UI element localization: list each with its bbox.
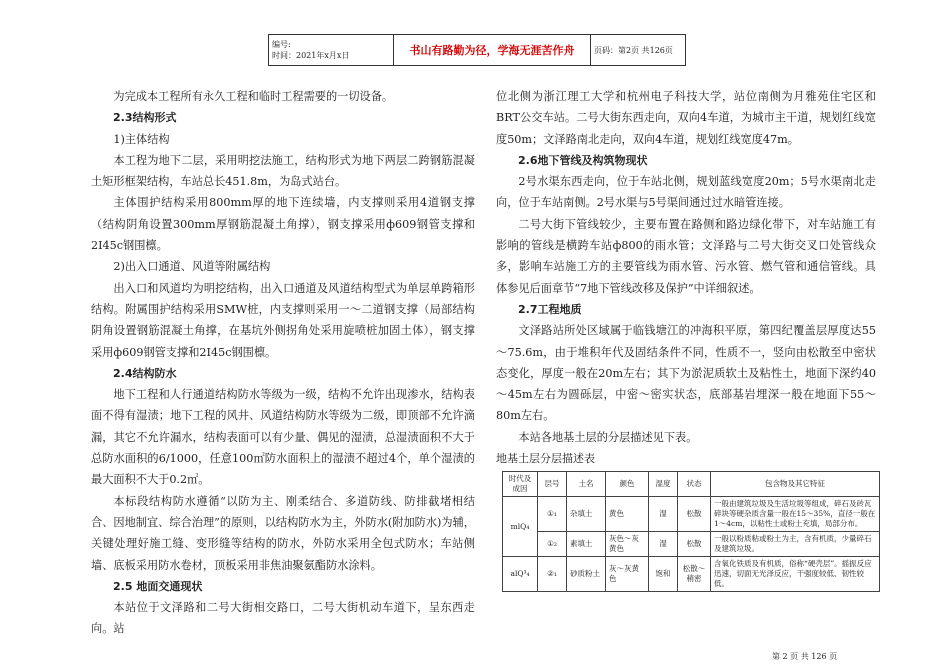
color-cell: 灰色～灰黄色 xyxy=(606,532,649,557)
paragraph: 本工程为地下二层，采用明挖法施工，结构形式为地下两层二跨钢筋混凝土矩形框架结构，车站总长451.8m，为岛式站台。 xyxy=(91,153,475,189)
moisture-cell: 湿 xyxy=(649,532,678,557)
paragraph: 二号大街下管线较少，主要布置在路侧和路边绿化带下，对车站施工有影响的管线是横跨车站ф800的雨水管；文泽路与二号大街交叉口处管线众多，影响车站施工方的主要管线为雨水管、污水管、燃气管和通信管线。具体参见后面章节“7地下管线改移及保护”中详细叙述。 xyxy=(496,217,876,295)
soil-name-cell: 砂质粉土 xyxy=(567,557,606,592)
moisture-cell: 湿 xyxy=(649,497,678,532)
era-cell: alQ³₄ xyxy=(503,557,538,592)
section-heading-2-4: 2.4结构防水 xyxy=(113,366,177,380)
page-footer: 第 2 页 共 126 页 xyxy=(772,652,838,661)
table-title: 地基土层分层描述表 xyxy=(496,452,595,466)
table-row xyxy=(503,532,880,557)
paragraph: 本标段结构防水遵循“以防为主、刚柔结合、多道防线、防排截堵相结合、因地制宜、综合治理”的原则，以结构防水为主，外防水(附加防水)为辅，关键处理好施工缝、变形缝等结构的防水，外防水采用全包式防水；车站侧墙、底板采用防水卷材，顶板采用非焦油聚氨酯防水涂料。 xyxy=(91,494,475,572)
paragraph: 出入口和风道均为明挖结构，出入口通道及风道结构型式为单层单跨箱形结构。附属围护结构采用SMW桩，内支撑则采用一～二道钢支撑（局部结构阴角设置钢筋混凝土角撑，在基坑外侧拐角处采用旋喷桩加固土体），钢支撑采用ф609钢管支撑和2I45c钢围檩。 xyxy=(91,281,475,359)
soil-layer-table xyxy=(502,471,880,592)
table-header-cell: 时代及成因 xyxy=(503,472,538,497)
table-row xyxy=(503,497,880,532)
paragraph: 为完成本工程所有永久工程和临时工程需要的一切设备。 xyxy=(113,90,394,103)
table-header-cell: 包含物及其它特征 xyxy=(711,472,880,497)
table-header-cell: 状态 xyxy=(678,472,711,497)
header-number-label: 编号: xyxy=(272,40,291,49)
description-cell: 含氧化铁质及有机质，俗称“硬壳层”。摇振反应迅速，切面无光泽反应，干强度较低、韧性较低。 xyxy=(711,557,880,592)
moisture-cell: 饱和 xyxy=(649,557,678,592)
table-header-cell: 湿度 xyxy=(649,472,678,497)
section-heading-2-5: 2.5 地面交通现状 xyxy=(113,579,203,593)
state-cell: 松散 xyxy=(678,497,711,532)
era-cell: mlQ₄ xyxy=(503,497,538,557)
description-cell: 一般以粉质粘或粉土为主，含有机质，少量碎石及建筑垃圾。 xyxy=(711,532,880,557)
header-page-info: 页码：第2页 共126页 xyxy=(594,45,673,55)
table-header-cell: 层号 xyxy=(538,472,567,497)
header-time-label: 时间：2021年x月x日 xyxy=(272,51,350,60)
page-header xyxy=(268,34,686,66)
description-cell: 一般由建筑垃圾及生活垃圾等组成，碎石及砖瓦碎块等硬杂质含量一般在15～35%，直径一般在1～4cm，以粘性土或粉土充填，局部分布。 xyxy=(711,497,880,532)
table-header-row xyxy=(503,472,880,497)
paragraph: 地下工程和人行通道结构防水等级为一级，结构不允许出现渗水，结构表面不得有湿渍；地下工程的风井、风道结构防水等级为二级，即顶部不允许滴漏，其它不允许漏水，结构表面可以有少量、偶见的湿渍，总湿渍面积不大于总防水面积的6/1000，任意100㎡防水面积上的湿渍不超过4个，单个湿渍的最大面积不大于0.2㎡。 xyxy=(91,388,475,487)
header-motto-cell xyxy=(394,35,591,65)
subheading-main-structure: 1)主体结构 xyxy=(113,132,170,146)
soil-name-cell: 杂填土 xyxy=(567,497,606,532)
layer-cell: ①₂ xyxy=(538,532,567,557)
color-cell: 灰～灰黄色 xyxy=(606,557,649,592)
paragraph: 本站各地基土层的分层描述见下表。 xyxy=(518,430,698,444)
section-heading-2-3: 2.3结构形式 xyxy=(113,111,177,125)
paragraph: 位北侧为浙江理工大学和杭州电子科技大学，站位南侧为月雅苑住宅区和BRT公交车站。二号大街东西走向，双向4车道，为城市主干道，规划红线宽度50m；文泽路南北走向，双向4车道，规划红线宽度47m。 xyxy=(496,90,876,146)
color-cell: 黄色 xyxy=(606,497,649,532)
paragraph: 2号水渠东西走向，位于车站北侧，规划蓝线宽度20m；5号水渠南北走向，位于车站南侧。2号水渠与5号渠间通过过水暗管连接。 xyxy=(496,175,876,210)
section-heading-2-6: 2.6地下管线及构筑物现状 xyxy=(518,153,648,167)
header-meta xyxy=(269,35,394,65)
state-cell: 松散～稍密 xyxy=(678,557,711,592)
soil-name-cell: 素填土 xyxy=(567,532,606,557)
state-cell: 松散 xyxy=(678,532,711,557)
paragraph: 主体围护结构采用800mm厚的地下连续墙，内支撑则采用4道钢支撑（结构阴角设置300mm厚钢筋混凝土角撑），钢支撑采用ф609钢管支撑和2I45c钢围檩。 xyxy=(91,196,475,253)
paragraph: 文泽路站所处区域属于临钱塘江的冲海积平原，第四纪覆盖层厚度达55～75.6m，由于堆积年代及固结条件不同，性质不一，竖向由松散至中密状态变化，厚度一般在20m左右；其下为淤泥质软土及粘性土，地面下深约40～45m左右为圆砾层，中密～密实状态，底部基岩埋深一般在地面下55～80m左右。 xyxy=(496,324,876,423)
right-column xyxy=(496,86,876,592)
layer-cell: ①₁ xyxy=(538,497,567,532)
table-row xyxy=(503,557,880,592)
left-column xyxy=(91,86,475,640)
header-motto: 书山有路勤为径，学海无涯苦作舟 xyxy=(409,44,575,57)
subheading-auxiliary-structure: 2)出入口通道、风道等附属结构 xyxy=(113,260,271,274)
section-heading-2-7: 2.7工程地质 xyxy=(518,302,582,316)
layer-cell: ②₁ xyxy=(538,557,567,592)
paragraph: 本站位于文泽路和二号大街相交路口，二号大街机动车道下，呈东西走向。站 xyxy=(91,601,475,636)
table-header-cell: 土名 xyxy=(567,472,606,497)
table-header-cell: 颜色 xyxy=(606,472,649,497)
